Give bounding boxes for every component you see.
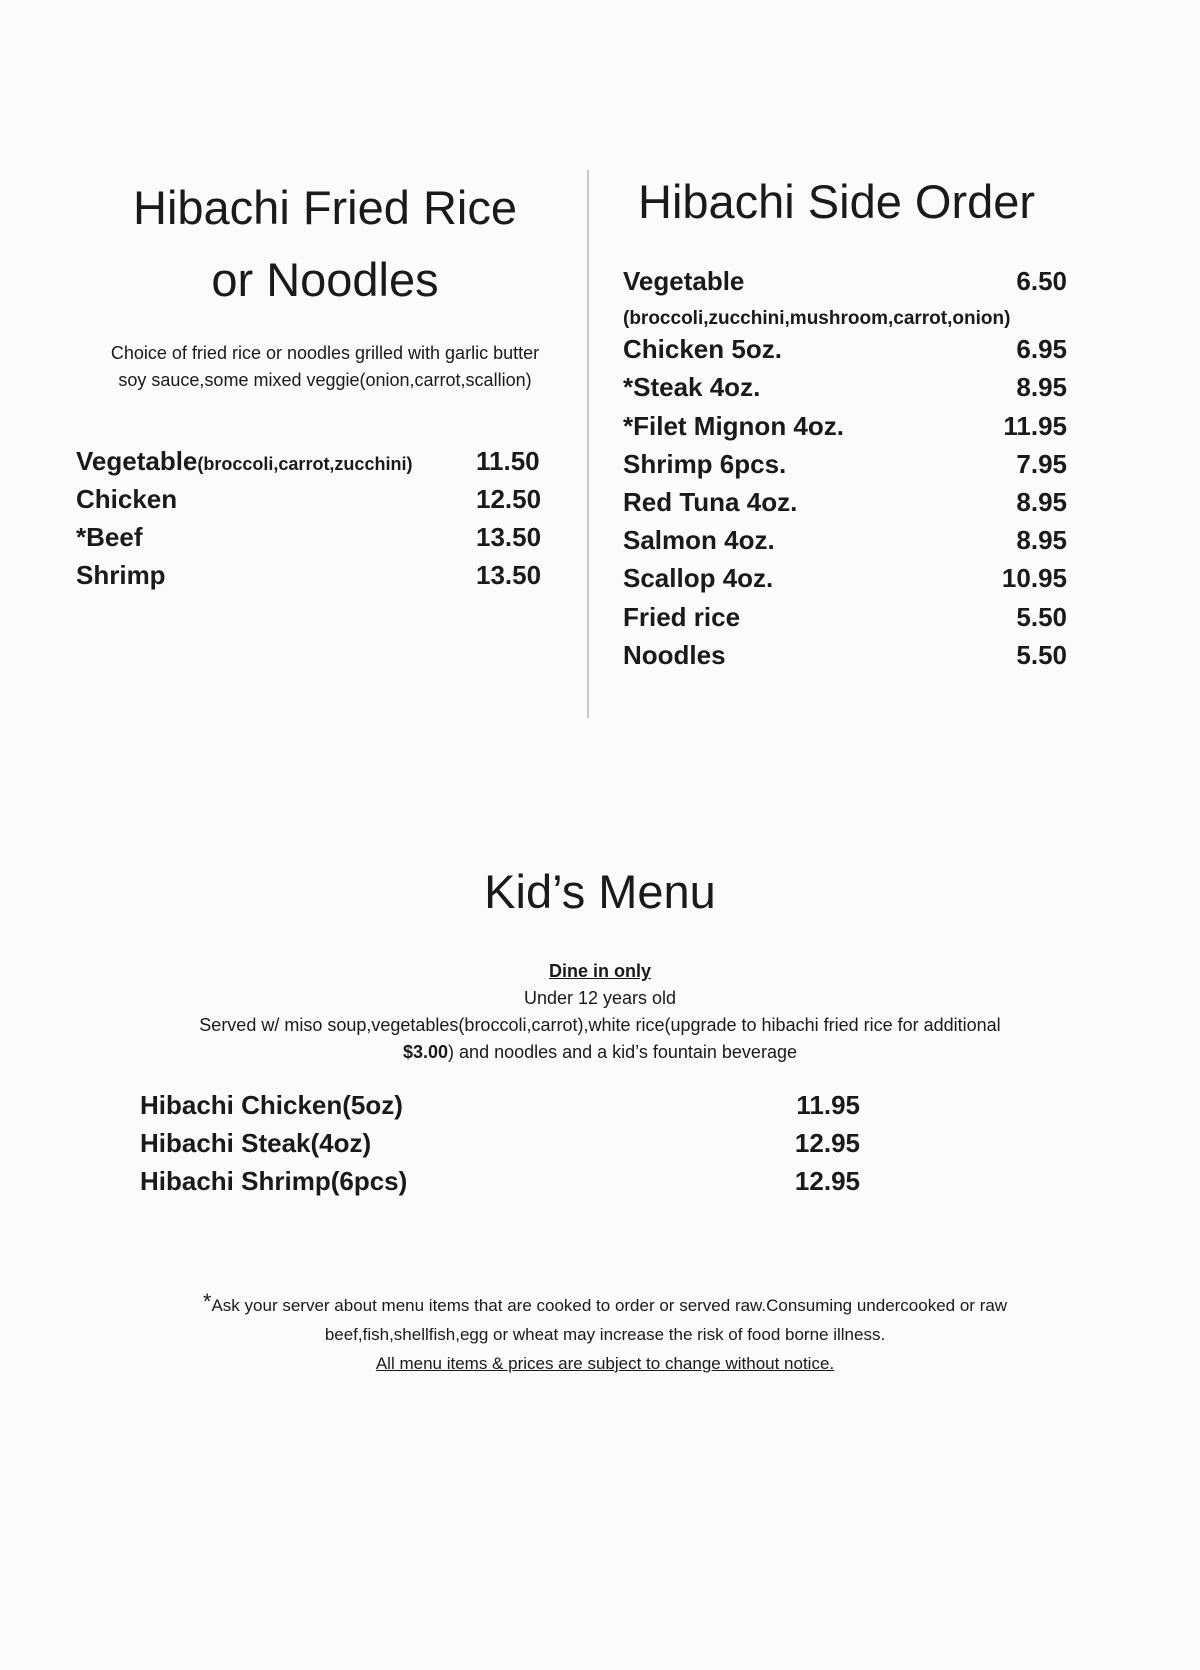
- fried-rice-title: [80, 172, 570, 316]
- fried-rice-list: [76, 446, 556, 598]
- item-price: 5.50: [1016, 601, 1067, 632]
- age-notice: Under 12 years old: [523, 988, 677, 1008]
- item-note: (broccoli,carrot,zucchini): [197, 454, 413, 474]
- fried-rice-title-line2: or Noodles: [211, 253, 439, 306]
- side-order-item: [623, 602, 1067, 640]
- item-name: Vegetable: [623, 266, 745, 296]
- item-price: 8.95: [1016, 372, 1067, 403]
- item-price: 12.95: [794, 1166, 860, 1196]
- upgrade-price: $3.00: [403, 1042, 449, 1062]
- side-order-list: [623, 266, 1067, 678]
- side-order-item: [623, 525, 1067, 563]
- item-name: *Beef: [76, 522, 143, 552]
- item-name: Red Tuna 4oz.: [623, 486, 798, 517]
- item-name: Shrimp: [76, 560, 166, 590]
- raw-food-warning-line2: beef,fish,shellfish,egg or wheat may increase the risk of food borne illness.: [324, 1325, 886, 1344]
- asterisk-mark: *: [202, 1289, 212, 1314]
- item-name: Scallop 4oz.: [623, 563, 774, 594]
- kids-menu-item: [140, 1166, 860, 1204]
- item-price: 12.95: [794, 1128, 860, 1158]
- item-price: 13.50: [476, 522, 542, 552]
- raw-food-warning-line1: *Ask your server about menu items that are cooked to order or served raw.Consuming undercooked or raw: [202, 1289, 1008, 1315]
- item-name: Hibachi Chicken(5oz): [140, 1090, 403, 1120]
- item-price: 12.50: [476, 484, 542, 514]
- side-order-item: [623, 334, 1067, 372]
- side-order-item: [623, 640, 1067, 678]
- fried-rice-item: [76, 446, 556, 484]
- item-price: 6.50: [1016, 266, 1067, 296]
- price-change-notice: All menu items & prices are subject to change without notice.: [375, 1354, 835, 1373]
- side-order-item: [623, 411, 1067, 449]
- side-order-item: [623, 266, 1067, 304]
- side-order-item: [623, 487, 1067, 525]
- item-name: *Filet Mignon 4oz.: [623, 410, 844, 441]
- item-price: 13.50: [476, 560, 542, 590]
- kids-menu-list: [140, 1090, 860, 1204]
- item-price: 7.95: [1016, 448, 1067, 479]
- side-order-item: [623, 449, 1067, 487]
- fried-rice-item: [76, 522, 556, 560]
- kids-menu-item: [140, 1090, 860, 1128]
- item-name: Hibachi Steak(4oz): [140, 1128, 372, 1158]
- item-price: 8.95: [1016, 525, 1067, 556]
- kids-menu-info: [140, 958, 1060, 1066]
- side-order-item: [623, 563, 1067, 601]
- item-name: Fried rice: [623, 601, 741, 632]
- item-price: 11.50: [476, 446, 540, 476]
- item-price: 11.95: [1003, 410, 1067, 441]
- served-with-line2: $3.00) and noodles and a kid’s fountain beverage: [403, 1042, 797, 1062]
- footer-disclaimer: [160, 1287, 1050, 1378]
- kids-menu-item: [140, 1128, 860, 1166]
- item-price: 8.95: [1016, 486, 1067, 517]
- fried-rice-item: [76, 484, 556, 522]
- item-price: 6.95: [1016, 334, 1067, 365]
- side-order-title: Hibachi Side Order: [638, 175, 1036, 228]
- served-with-line1: Served w/ miso soup,vegetables(broccoli,carrot),white rice(upgrade to hibachi fried rice for additional: [199, 1015, 1001, 1035]
- fried-rice-item: [76, 560, 556, 598]
- item-price: 5.50: [1016, 639, 1067, 670]
- item-name: Noodles: [623, 639, 726, 670]
- item-name: Chicken 5oz.: [623, 334, 782, 365]
- item-name: *Steak 4oz.: [623, 372, 761, 403]
- item-name: Hibachi Shrimp(6pcs): [140, 1166, 408, 1196]
- item-name: Vegetable(broccoli,carrot,zucchini): [76, 446, 413, 476]
- item-name: Salmon 4oz.: [623, 525, 775, 556]
- item-price: 10.95: [1001, 563, 1067, 594]
- item-price: 11.95: [796, 1090, 860, 1120]
- fried-rice-title-line1: Hibachi Fried Rice: [133, 181, 517, 234]
- column-divider: [587, 170, 589, 718]
- dine-in-notice: Dine in only: [548, 961, 651, 981]
- fried-rice-description: Choice of fried rice or noodles grilled with garlic butter soy sauce,some mixed veggie(onion,carrot,scallion): [110, 343, 540, 390]
- item-name: Chicken: [76, 484, 178, 514]
- vegetable-note: (broccoli,zucchini,mushroom,carrot,onion): [623, 308, 1011, 330]
- item-name: Shrimp 6pcs.: [623, 448, 787, 479]
- side-order-item: [623, 372, 1067, 410]
- kids-menu-title: Kid’s Menu: [484, 865, 716, 918]
